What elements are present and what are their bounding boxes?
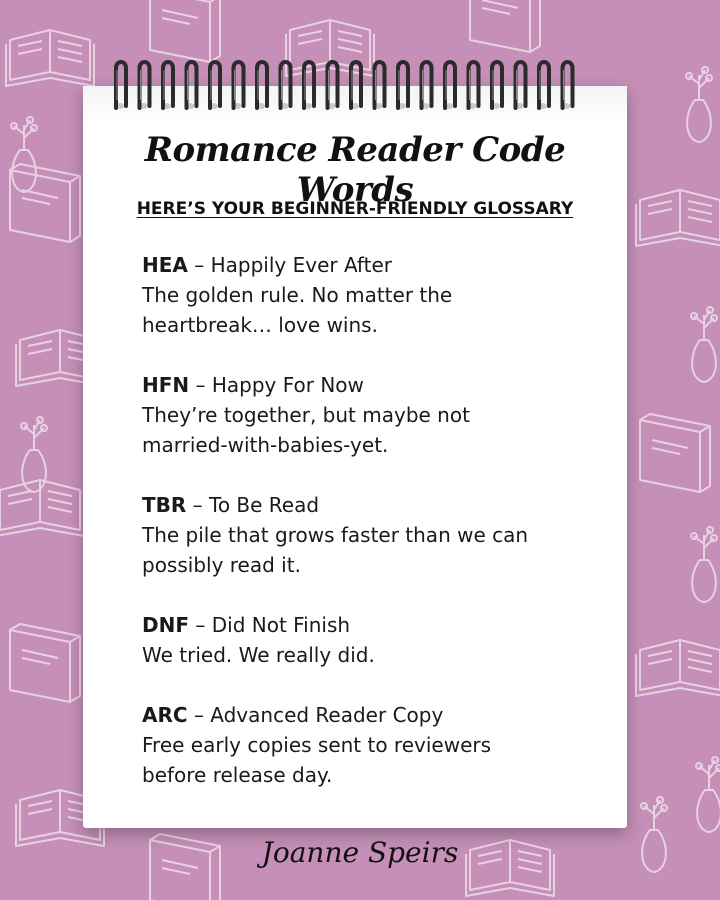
entry-description: They’re together, but maybe not [142, 403, 470, 427]
page-subtitle: HERE’S YOUR BEGINNER-FRIENDLY GLOSSARY [136, 199, 574, 219]
spiral-ring-icon [469, 62, 479, 109]
spiral-ring-icon [563, 62, 573, 109]
spiral-ring-icon [116, 62, 126, 109]
spiral-ring-icon [234, 62, 244, 109]
spiral-ring-icon [516, 62, 526, 109]
entry-meaning: – Did Not Finish [189, 613, 351, 637]
entry-abbreviation: HEA [142, 253, 188, 277]
spiral-ring-icon [492, 62, 502, 109]
spiral-ring-icon [351, 62, 361, 109]
entry-description: Free early copies sent to reviewers [142, 733, 492, 757]
entry-abbreviation: ARC [142, 703, 188, 727]
entry-description: married-with-babies-yet. [142, 433, 389, 457]
entry-meaning: – To Be Read [186, 493, 320, 517]
spiral-ring-icon [257, 62, 267, 109]
entry-description: heartbreak… love wins. [142, 313, 378, 337]
author-signature: Joanne Speirs [261, 836, 459, 869]
spiral-ring-icon [328, 62, 338, 109]
spiral-ring-icon [539, 62, 549, 109]
entry-meaning: – Happy For Now [189, 373, 364, 397]
spiral-ring-icon [422, 62, 432, 109]
glossary-list [142, 250, 602, 820]
spiral-ring-icon [398, 62, 408, 109]
spiral-ring-icon [304, 62, 314, 109]
entry-description: possibly read it. [142, 553, 301, 577]
entry-description: before release day. [142, 763, 333, 787]
entry-description: The pile that grows faster than we can [142, 523, 529, 547]
glossary-entry-tbr [142, 490, 602, 580]
entry-meaning: – Advanced Reader Copy [187, 703, 444, 727]
spiral-ring-icon [140, 62, 150, 109]
spiral-ring-icon [281, 62, 291, 109]
spiral-binding [108, 60, 588, 116]
entry-meaning: – Happily Ever After [187, 253, 392, 277]
glossary-entry-arc [142, 700, 602, 790]
page-title: Romance Reader Code Words [144, 130, 566, 210]
glossary-entry-hfn [142, 370, 602, 460]
glossary-entry-dnf [142, 610, 602, 670]
spiral-ring-icon [445, 62, 455, 109]
spiral-ring-icon [375, 62, 385, 109]
entry-description: The golden rule. No matter the [142, 283, 453, 307]
glossary-entry-hea [142, 250, 602, 340]
entry-abbreviation: HFN [142, 373, 190, 397]
entry-abbreviation: TBR [142, 493, 187, 517]
entry-abbreviation: DNF [142, 613, 190, 637]
entry-description: We tried. We really did. [142, 643, 375, 667]
spiral-ring-icon [163, 62, 173, 109]
spiral-ring-icon [187, 62, 197, 109]
spiral-ring-icon [210, 62, 220, 109]
